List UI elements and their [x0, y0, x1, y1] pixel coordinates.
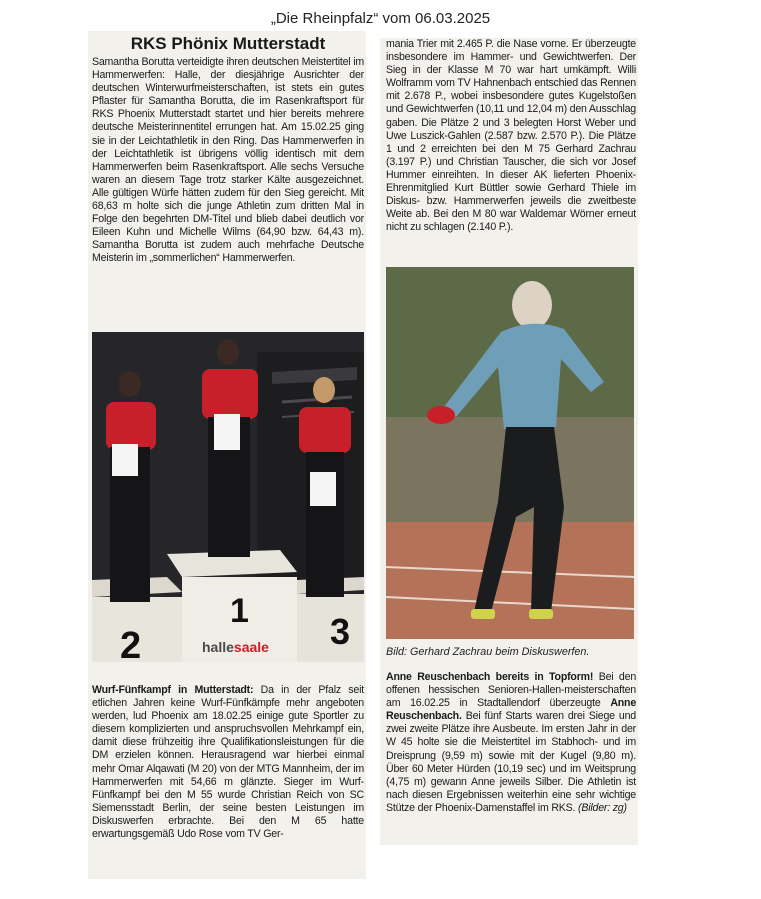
podium-number-1: 1 — [230, 592, 249, 630]
article-headline: RKS Phönix Mutterstadt — [130, 34, 326, 53]
photo-credit: (Bilder: zg) — [578, 801, 627, 814]
paragraph-fuenfkampf — [92, 684, 364, 879]
reuschenbach-name: Anne Reuschenbach. — [386, 697, 636, 723]
page-header: „Die Rheinpfalz“ vom 06.03.2025 — [270, 10, 491, 27]
fuenfkampf-lead: Wurf-Fünfkampf in Mutterstadt: — [92, 684, 254, 696]
fuenfkampf-text-col1: Da in der Pfalz seit etlichen Jahren keine Wurf-Fünfkämpfe mehr angeboten werden, lud Phoenix am 18.02.25 einige gute Sportler zu diesem komplizierten und anspruchsvollen Mehrkampf ein, damit diese frühzeitig ihre Qualifikationsleistungen für die DM erzielen können. Herausragend war hierbei einmal mehr Omar Alqawati (M 20) von der MTG Mannheim, der im Hammerwerfen mit 54,66 m glänzte. Sieger im Wurf-Fünfkampf bei den M 55 wurde Christian Reich von SC Siemensstadt Berlin, der seine besten Leistungen im Diskuswerfen erbrachte. Bei den M 65 hatte erwartungsgemäß Udo Rose vom TV Ger- — [92, 684, 364, 841]
podium-number-3: 3 — [330, 611, 351, 652]
podium-number-2: 2 — [120, 625, 142, 662]
discus-photo — [386, 267, 634, 639]
reuschenbach-lead: Anne Reuschenbach bereits in Topform! — [386, 671, 594, 683]
podium-photo — [92, 332, 364, 662]
banner-brand: hallesaale — [202, 639, 269, 655]
reuschenbach-text: Bei fünf Starts waren drei Siege und zwei zweite Plätze ihre Ausbeute. Im ersten Jahr in der W 45 holte sie die Meistertitel im Stabhoch- und im Dreisprung (9,59 m) sowie mit der Kugel (9,80 m). Über 60 Meter Hürden (10,19 sec) und im Weitsprung (4,75 m) gewann Anne jeweils Silber. Die Athletin ist nach diesen Ergebnissen weiterhin eine sehr wichtige Stütze der Phoenix-Damenstaffel im RKS. — [386, 710, 636, 814]
reuschenbach-intro: Bei den offenen hessischen Senioren-Hallen-meisterschaften am 16.02.25 in Stadtallendorf überzeugte — [386, 671, 636, 710]
paragraph-hammer: Samantha Borutta verteidigte ihren deutschen Meistertitel im Hammerwerfen: Halle, der diesjährige Ausrichter der deutschen Winterwurfmeisterschaften, ist stets ein gutes Pflaster für Samantha Borutta, die im Rasenkraftsport für RKS Phoenix Mutterstadt startet und hier bereits mehrere deutsche Meisterinnentitel errungen hat. Am 15.02.25 ging sie in der Leichtathletik in den Ring. Das Hammerwerfen in der Leichtathletik ist übrigens völlig identisch mit dem Hammerwerfen beim Rasenkraftsport. Alle sechs Versuche waren an diesem Tage trotz starker Kälte ausgezeichnet. Alle gültigen Würfe hätten zudem für den Sieg gereicht. Mit 68,63 m holte sich die junge Athletin zum dritten Mal in Folge den begehrten DM-Titel und blieb dabei deutlich vor Eileen Kuhn und Michelle Wilms (64,90 bzw. 64,43 m). Samantha Borutta ist zudem auch mehrfache Deutsche Meisterin im „sommerlichen“ Hammerwerfen. — [92, 56, 364, 265]
paragraph-fuenfkampf-continued: mania Trier mit 2.465 P. die Nase vorne. Er überzeugte insbesondere im Hammer- und Gewichtwerfen. Der Sieg in der Klasse M 70 war hart umkämpft. Willi Wolframm vom TV Hahnenbach entschied das Rennen mit 2.678 P., wobei insbesondere gutes Kugelstoßen und Gewichtwerfen (10,11 und 12,04 m) den Ausschlag gaben. Die Plätze 2 und 3 belegten Horst Weber und Uwe Luszick-Gahlen (2.587 bzw. 2.570 P.). Die Plätze 1 und 2 erreichten bei den M 75 Gerhard Zachrau (3.197 P.) und Christian Tauscher, die sich vor Josef Hummer einreihten. In dieser AK lieferten Phoenix-Ehrenmitglied Kurt Büttler sowie Gerhard Thiele im Diskus- bzw. Hammerwerfen jeweils die zweitbeste Weite ab. Bei den M 80 war Waldemar Wörner erneut nicht zu schlagen (2.140 P.). — [386, 38, 636, 234]
photo-caption: Bild: Gerhard Zachrau beim Diskuswerfen. — [386, 646, 590, 658]
paragraph-reuschenbach — [386, 671, 636, 851]
